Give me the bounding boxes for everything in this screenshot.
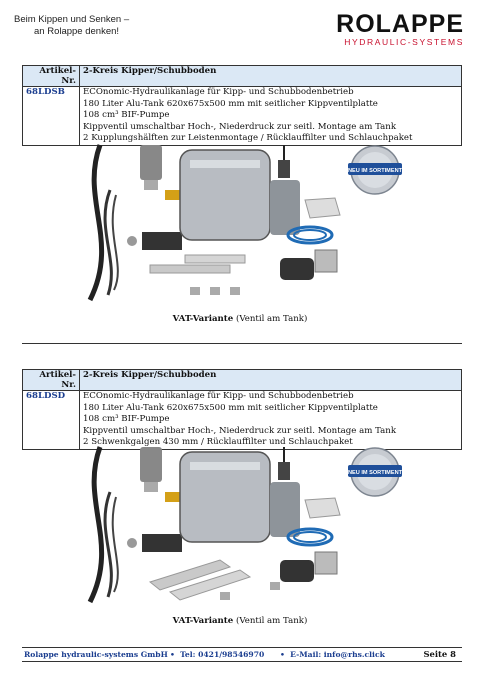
- tank-valve-plate-image: [270, 482, 300, 537]
- fitting-image: [220, 592, 230, 600]
- bracket-image: [305, 198, 340, 218]
- slogan: [14, 14, 174, 38]
- badge-text: NEU IM SORTIMENT: [347, 470, 403, 476]
- tank-valve-plate-image: [270, 180, 300, 235]
- product-title: 2-Kreis Kipper/Schubboden: [80, 370, 462, 391]
- fitting-image: [165, 190, 181, 200]
- footer-phone-text: Tel: 0421/98546970: [180, 650, 265, 659]
- footer-email: [280, 648, 385, 661]
- caption-bold: VAT-Variante: [172, 616, 234, 626]
- flange-image: [315, 250, 337, 272]
- blue-hose-image: [294, 532, 326, 542]
- description-line: 180 Liter Alu-Tank 620x675x500 mm mit seitlicher Kippventilplatte: [83, 402, 378, 413]
- product-title: 2-Kreis Kipper/Schubboden: [80, 66, 462, 87]
- logo-subtitle: HYDRAULIC-SYSTEMS: [344, 37, 464, 47]
- flange-image: [315, 552, 337, 574]
- rail-image: [185, 255, 245, 263]
- section-divider: [22, 343, 462, 344]
- hose-image: [113, 497, 118, 592]
- filter-image: [140, 145, 162, 180]
- description-line: 2 Kupplungshälften zur Leistenmontage / Rücklauffilter und Schlauchpaket: [83, 133, 413, 143]
- fitting-image: [190, 287, 200, 295]
- footer-company: Rolappe hydraulic-systems GmbH: [24, 650, 168, 659]
- filter-image: [140, 447, 162, 482]
- hose-image: [105, 190, 111, 295]
- product-photo-2: [70, 442, 410, 612]
- footer-email-text: E-Mail: info@rhs.click: [290, 650, 385, 659]
- fitting-image: [210, 287, 220, 295]
- table-header-row: [23, 370, 462, 391]
- pump-image: [280, 258, 314, 280]
- table-header-row: [23, 66, 462, 87]
- description-line: Kippventil umschaltbar Hoch-, Niederdruck zur seitl. Montage am Tank: [83, 425, 397, 436]
- fitting-image: [165, 492, 181, 502]
- hose-image: [105, 492, 111, 597]
- article-number: 68LDSD: [23, 391, 80, 450]
- new-in-range-badge: [348, 448, 403, 496]
- description-line: 2 Schwenkgalgen 430 mm / Rücklauffilter und Schlauchpaket: [83, 437, 353, 447]
- blue-hose-image: [294, 230, 326, 240]
- filter-image: [144, 482, 158, 492]
- slogan-line-1: Beim Kippen und Senken –: [14, 14, 130, 25]
- product-description: [80, 391, 462, 450]
- caption-rest: (Ventil am Tank): [233, 314, 308, 324]
- page-footer: [22, 647, 462, 662]
- hose-image: [113, 195, 118, 290]
- description-line: 180 Liter Alu-Tank 620x675x500 mm mit seitlicher Kippventilplatte: [83, 98, 378, 109]
- table-row: [23, 391, 462, 450]
- product-photo-1: [70, 140, 410, 310]
- hose-image: [90, 447, 102, 602]
- bullet-icon: •: [170, 650, 175, 659]
- product-table-1: [22, 65, 462, 146]
- tank-highlight: [190, 462, 260, 470]
- caption-2: [0, 616, 480, 626]
- caption-bold: VAT-Variante: [172, 314, 234, 324]
- fitting-image: [230, 287, 240, 295]
- valve-handle-image: [127, 538, 137, 548]
- rail-image: [150, 265, 230, 273]
- table-row: [23, 87, 462, 146]
- description-line: 108 cm³ BIF-Pumpe: [83, 110, 170, 120]
- footer-phone: [170, 648, 264, 661]
- valve-handle-image: [127, 236, 137, 246]
- pump-image: [280, 560, 314, 582]
- caption-1: [0, 314, 480, 324]
- description-line: ECOnomic-Hydraulikanlage für Kipp- und Schubbodenbetrieb: [83, 87, 354, 97]
- bullet-icon: •: [280, 650, 285, 659]
- caption-rest: (Ventil am Tank): [233, 616, 308, 626]
- description-line: 108 cm³ BIF-Pumpe: [83, 414, 170, 424]
- fitting-image: [270, 582, 280, 590]
- page-number: Seite 8: [423, 649, 456, 659]
- rolappe-logo: [336, 11, 464, 47]
- slogan-line-2: an Rolappe denken!: [34, 26, 120, 37]
- article-number: 68LDSB: [23, 87, 80, 146]
- product-description: [80, 87, 462, 146]
- valve-image: [142, 534, 182, 552]
- description-line: Kippventil umschaltbar Hoch-, Niederdruck zur seitl. Montage am Tank: [83, 121, 397, 132]
- badge-text: NEU IM SORTIMENT: [347, 168, 403, 174]
- article-column-label: Artikel-Nr.: [23, 66, 80, 87]
- new-in-range-badge: [348, 146, 403, 194]
- product-table-2: [22, 369, 462, 450]
- bracket-image: [305, 498, 340, 518]
- filter-image: [144, 180, 158, 190]
- tank-highlight: [190, 160, 260, 168]
- hose-image: [90, 145, 102, 300]
- lever-valve-image: [278, 160, 290, 178]
- article-column-label: Artikel-Nr.: [23, 370, 80, 391]
- logo-name: ROLAPPE: [336, 10, 464, 38]
- lever-valve-image: [278, 462, 290, 480]
- valve-image: [142, 232, 182, 250]
- description-line: ECOnomic-Hydraulikanlage für Kipp- und Schubbodenbetrieb: [83, 391, 354, 401]
